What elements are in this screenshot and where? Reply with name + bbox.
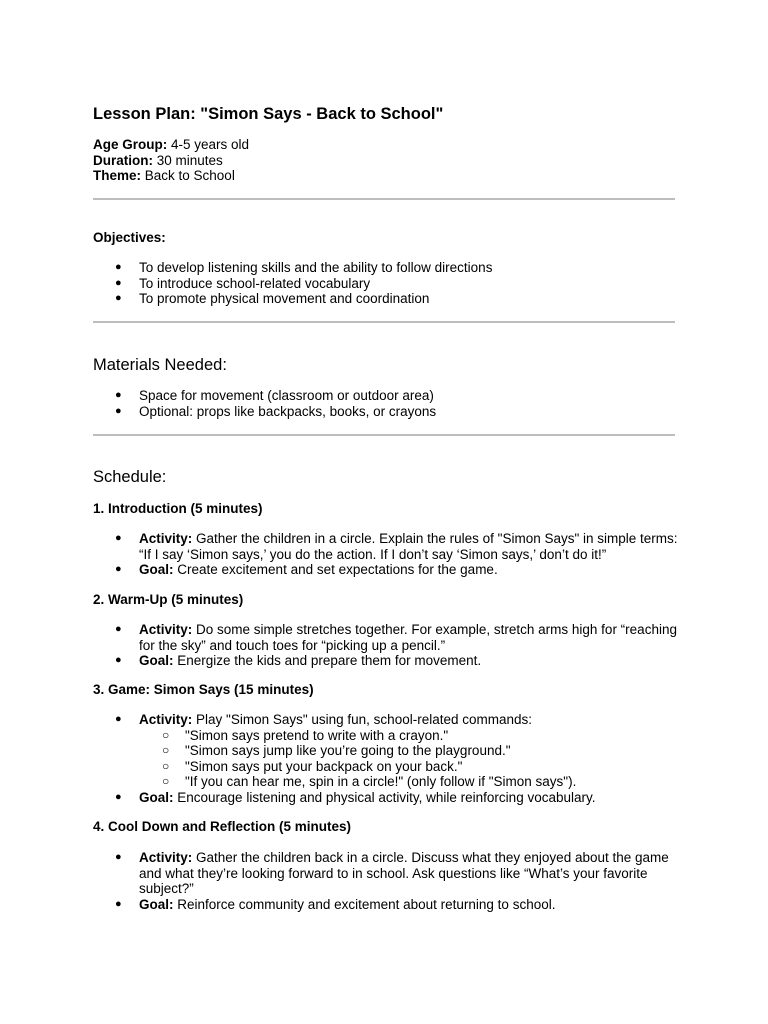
materials-heading: Materials Needed: xyxy=(93,356,227,374)
theme-value: Back to School xyxy=(141,168,235,183)
duration-line xyxy=(93,153,249,169)
objectives-heading: Objectives: xyxy=(93,230,166,245)
age-group-label: Age Group: xyxy=(93,137,168,152)
lesson-title: Lesson Plan: "Simon Says - Back to School" xyxy=(93,105,444,123)
list-item: ● To introduce school-related vocabulary xyxy=(115,276,685,292)
command-item: ○ "Simon says pretend to write with a crayon." xyxy=(162,728,685,744)
activity-item xyxy=(115,531,685,562)
step-4-heading: 4. Cool Down and Reflection (5 minutes) xyxy=(93,819,352,834)
goal-item xyxy=(115,653,685,669)
step-3-heading: 3. Game: Simon Says (15 minutes) xyxy=(93,682,314,697)
activity-text: Play "Simon Says" using fun, school-related commands: xyxy=(192,712,533,727)
step-3-list xyxy=(115,712,685,805)
duration-value: 30 minutes xyxy=(153,152,223,168)
activity-label: Activity: xyxy=(139,712,193,727)
goal-text: Encourage listening and physical activity, while reinforcing vocabulary. xyxy=(173,789,596,805)
goal-label: Goal: xyxy=(139,896,174,912)
objectives-list xyxy=(115,260,685,307)
materials-list xyxy=(115,388,685,419)
theme-label: Theme: xyxy=(93,168,142,183)
list-item: ● Optional: props like backpacks, books, or crayons xyxy=(115,404,685,420)
activity-label: Activity: xyxy=(139,622,193,637)
step-2-list xyxy=(115,622,685,669)
activity-label: Activity: xyxy=(139,850,193,865)
step-2-heading: 2. Warm-Up (5 minutes) xyxy=(93,592,244,607)
goal-item xyxy=(115,897,685,913)
list-item: ● To promote physical movement and coordination xyxy=(115,291,685,307)
goal-text: Reinforce community and excitement about returning to school. xyxy=(173,896,556,912)
schedule-heading: Schedule: xyxy=(93,468,167,486)
goal-text: Energize the kids and prepare them for movement. xyxy=(173,653,482,668)
activity-item xyxy=(115,850,685,897)
step-1-heading: 1. Introduction (5 minutes) xyxy=(93,501,263,516)
command-item: ○ "Simon says put your backpack on your back." xyxy=(162,759,685,775)
goal-label: Goal: xyxy=(139,653,174,668)
activity-item xyxy=(115,712,685,790)
lesson-meta xyxy=(93,137,249,184)
age-group-value: 4-5 years old xyxy=(167,137,250,152)
divider-1 xyxy=(93,198,675,200)
theme-line xyxy=(93,168,249,184)
step-4-list xyxy=(115,850,685,912)
goal-item xyxy=(115,562,685,578)
goal-label: Goal: xyxy=(139,562,174,577)
duration-label: Duration: xyxy=(93,152,153,168)
command-item: ○ "If you can hear me, spin in a circle!" (only follow if "Simon says"). xyxy=(162,774,685,790)
command-item: ○ "Simon says jump like you’re going to the playground." xyxy=(162,743,685,759)
divider-2 xyxy=(93,321,675,323)
activity-label: Activity: xyxy=(139,531,193,546)
activity-text: Gather the children back in a circle. Discuss what they enjoyed about the game and what they’re looking forward to in school. Ask questions like “What’s your favorite subject?” xyxy=(139,850,669,896)
activity-text: Do some simple stretches together. For example, stretch arms high for “reaching for the sky” and touch toes for “picking up a pencil.” xyxy=(139,622,677,653)
step-1-list xyxy=(115,531,685,578)
list-item: ● Space for movement (classroom or outdoor area) xyxy=(115,388,685,404)
goal-text: Create excitement and set expectations for the game. xyxy=(173,562,498,577)
commands-list xyxy=(139,728,685,790)
goal-label: Goal: xyxy=(139,789,174,805)
goal-item xyxy=(115,790,685,806)
list-item: ● To develop listening skills and the ability to follow directions xyxy=(115,260,685,276)
age-group-line xyxy=(93,137,249,153)
divider-3 xyxy=(93,434,675,436)
activity-item xyxy=(115,622,685,653)
activity-text: Gather the children in a circle. Explain the rules of "Simon Says" in simple terms: “If I say ‘Simon says,’ you do the action. If I don’t say ‘Simon says,’ don’t do it!” xyxy=(139,531,678,562)
